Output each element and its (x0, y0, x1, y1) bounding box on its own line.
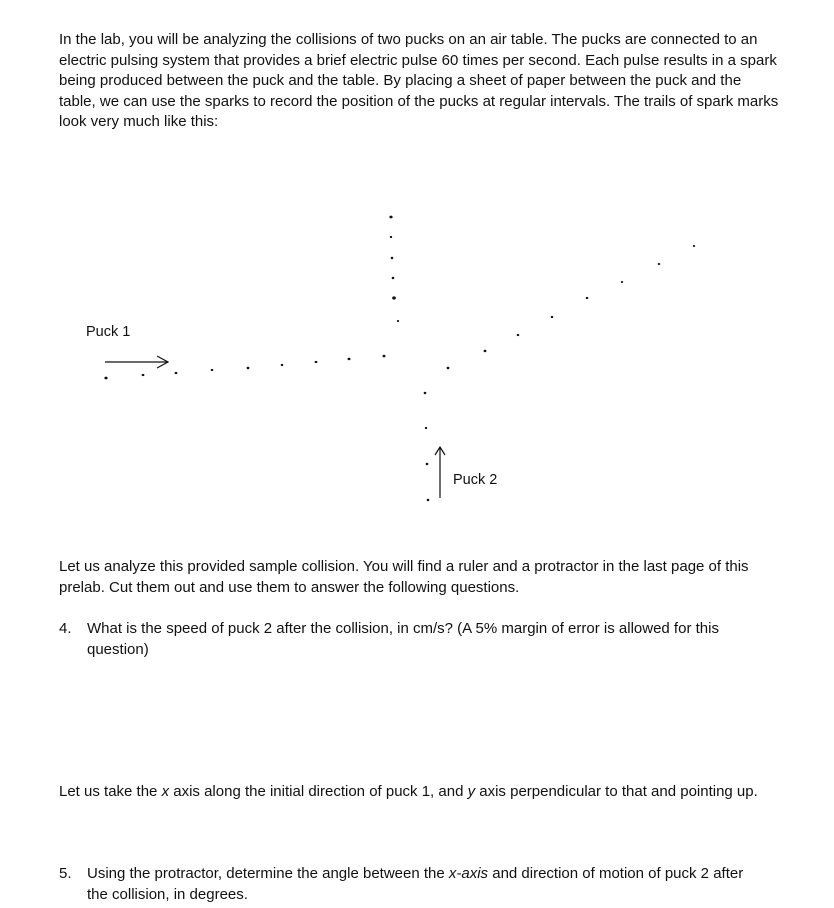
question-4-text: What is the speed of puck 2 after the collision, in cm/s? (A 5% margin of error is allowed for this question) (87, 620, 719, 658)
axis-text-1: Let us take the (59, 783, 162, 800)
axis-text-2: axis along the initial direction of puck 1, and (169, 783, 468, 800)
puck1-incoming-trail (104, 355, 385, 380)
question-5-text-1: Using the protractor, determine the angle between the (87, 865, 449, 882)
puck2-incoming-trail (424, 392, 430, 501)
puck2-arrow (435, 447, 445, 498)
puck2-label: Puck 2 (453, 472, 498, 488)
puck1-outgoing-trail (447, 245, 696, 369)
question-5-x-axis: x-axis (448, 865, 489, 882)
puck2-outgoing-trail (389, 216, 399, 322)
axis-y-symbol: y (467, 783, 476, 800)
question-5-text-2: and direction of motion of puck 2 after the collision, in degrees. (87, 865, 744, 903)
axis-definition-paragraph (59, 782, 779, 803)
axis-x-symbol: x (161, 783, 170, 800)
axis-text-3: axis perpendicular to that and pointing up. (475, 783, 758, 800)
analysis-paragraph: Let us analyze this provided sample collision. You will find a ruler and a protractor in the last page of this prelab. Cut them out and use them to answer the following questions. (59, 558, 749, 596)
puck1-arrow (105, 356, 168, 368)
puck1-label: Puck 1 (86, 324, 131, 340)
question-5-text (87, 864, 767, 905)
question-5-number: 5. (59, 865, 72, 882)
question-4-number: 4. (59, 620, 72, 637)
intro-paragraph: In the lab, you will be analyzing the collisions of two pucks on an air table. The pucks are connected to an electric pulsing system that provides a brief electric pulse 60 times per second. Each pulse results in a spark being produced between the puck and the table. By placing a sheet of paper between the puck and the table, we can use the sparks to record the position of the pucks at regular intervals. The trails of spark marks look very much like this: (59, 31, 779, 130)
